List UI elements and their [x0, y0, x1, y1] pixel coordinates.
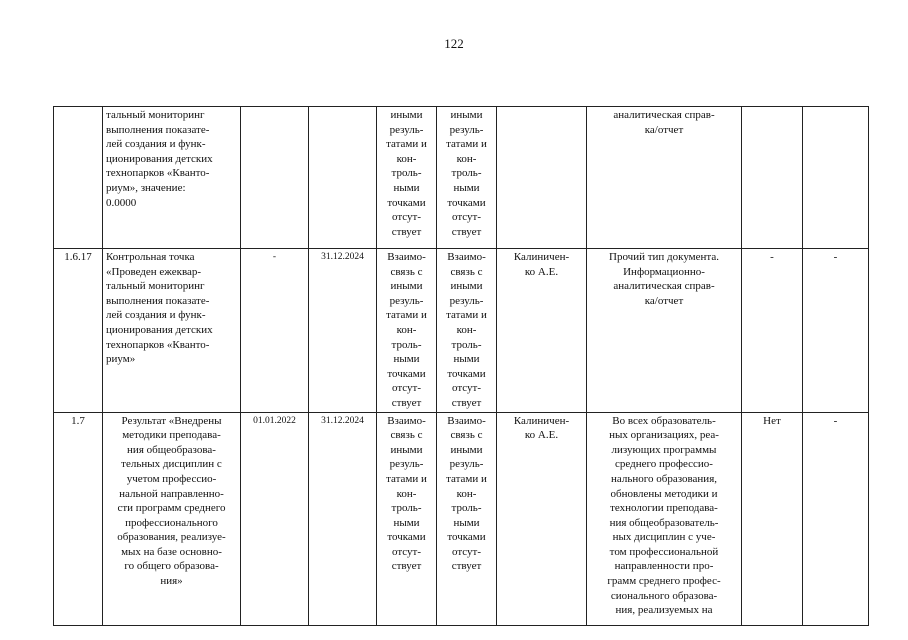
row-end-date [309, 107, 377, 249]
row-responsible [497, 107, 587, 249]
row-number [54, 107, 103, 249]
row-document: Прочий тип документа. Информационно- аналитическая справ- ка/отчет [587, 249, 742, 413]
row-link-previous: Взаимо- связь с иными резуль- татами и кон- троль- ными точками отсут- ствует [377, 249, 437, 413]
plan-table [53, 106, 869, 626]
row-responsible: Калиничен- ко А.Е. [497, 412, 587, 625]
row-start-date: - [241, 249, 309, 413]
row-link-next: Взаимо- связь с иными резуль- татами и кон- троль- ными точками отсут- ствует [437, 249, 497, 413]
row-extra [803, 107, 869, 249]
row-level [742, 107, 803, 249]
row-extra: - [803, 249, 869, 413]
row-start-date [241, 107, 309, 249]
row-document: Во всех образователь- ных организациях, реа- лизующих программы среднего профессио- нального образования, обновлены методики и технологии преподава- ния общеобразователь- ных дисциплин с уче- том профессиональной направленности про- грамм среднего профес- сионального образова- ния, реализуемых на [587, 412, 742, 625]
row-number: 1.6.17 [54, 249, 103, 413]
plan-table-container [53, 106, 868, 617]
row-extra: - [803, 412, 869, 625]
row-end-date: 31.12.2024 [309, 249, 377, 413]
row-name: тальный мониторинг выполнения показате- лей создания и функ- ционирования детских технопарков «Кванто- риум», значение: 0.0000 [103, 107, 241, 249]
row-document: аналитическая справ- ка/отчет [587, 107, 742, 249]
row-start-date: 01.01.2022 [241, 412, 309, 625]
page-number: 122 [444, 36, 464, 51]
row-name: Контрольная точка «Проведен ежеквар- тальный мониторинг выполнения показате- лей создания и функ- ционирования детских технопарков «Кванто- риум» [103, 249, 241, 413]
table-row [54, 107, 869, 249]
row-end-date: 31.12.2024 [309, 412, 377, 625]
row-level: - [742, 249, 803, 413]
table-row [54, 249, 869, 413]
row-number: 1.7 [54, 412, 103, 625]
row-link-previous: Взаимо- связь с иными резуль- татами и кон- троль- ными точками отсут- ствует [377, 412, 437, 625]
table-row [54, 412, 869, 625]
row-link-next: иными резуль- татами и кон- троль- ными точками отсут- ствует [437, 107, 497, 249]
row-name: Результат «Внедрены методики преподава- ния общеобразова- тельных дисциплин с учетом профессио- нальной направленно- сти программ среднего профессионального образования, реализуе- мых на базе основно- го общего образова- ния» [103, 412, 241, 625]
row-link-next: Взаимо- связь с иными резуль- татами и кон- троль- ными точками отсут- ствует [437, 412, 497, 625]
row-level: Нет [742, 412, 803, 625]
row-responsible: Калиничен- ко А.Е. [497, 249, 587, 413]
row-link-previous: иными резуль- татами и кон- троль- ными точками отсут- ствует [377, 107, 437, 249]
